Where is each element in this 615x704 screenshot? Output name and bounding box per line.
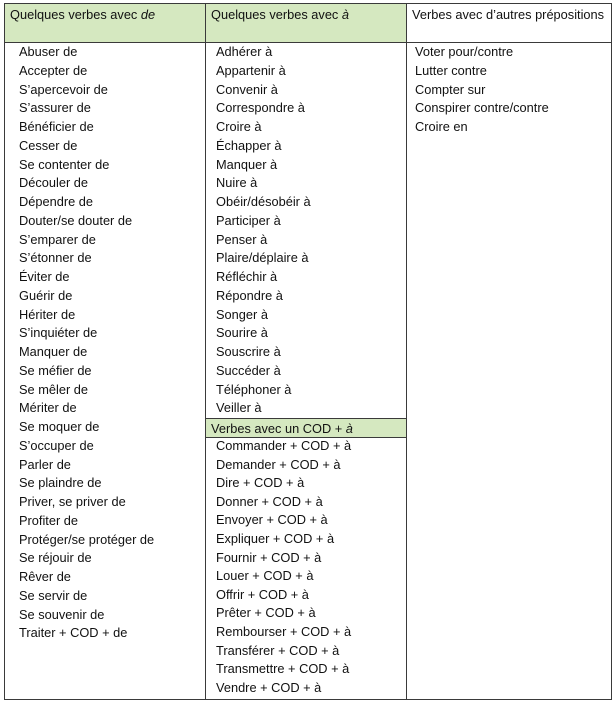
verb-item: Priver, se priver de [19, 494, 126, 509]
verb-item: Se souvenir de [19, 606, 105, 622]
header-emphasis: à [341, 7, 350, 22]
verb-item: Dire + COD + à [216, 475, 305, 491]
verb-item: Croire à [216, 119, 262, 134]
subheader-cod-a [206, 418, 406, 438]
verb-item: Correspondre à [216, 100, 305, 116]
verb-item: Penser à [216, 231, 268, 247]
verb-item: Prêter + COD + à [216, 605, 316, 621]
verb-item: Nuire à [216, 175, 258, 191]
verb-item: Se réjouir de [19, 550, 92, 566]
verb-item: Voter pour/contre [415, 44, 514, 59]
verb-item: Parler de [19, 456, 71, 472]
verb-item: Succéder à [216, 362, 281, 378]
verb-item: Profiter de [19, 512, 79, 528]
verb-item: Rembourser + COD + à [216, 623, 352, 639]
verb-item: Dépendre de [19, 194, 93, 209]
column-header-a [206, 4, 406, 43]
verb-item: Abuser de [19, 44, 78, 59]
verb-list-cod-a [206, 437, 406, 697]
verb-item: Traiter + COD + de [19, 625, 128, 641]
verb-item: Convenir à [216, 81, 278, 97]
verb-item: S’étonner de [19, 250, 92, 266]
verb-item: Demander + COD + à [216, 456, 341, 472]
header-text: Quelques verbes avec [211, 7, 342, 22]
verb-item: S’emparer de [19, 231, 96, 247]
verb-item: Découler de [19, 175, 89, 191]
verb-item: Commander + COD + à [216, 438, 352, 453]
verb-item: Donner + COD + à [216, 493, 323, 509]
verb-item: Expliquer + COD + à [216, 530, 335, 546]
verb-item: Appartenir à [216, 62, 286, 78]
verb-item: Se méfier de [19, 362, 92, 378]
verb-item: Participer à [216, 212, 281, 228]
verb-item: Veiller à [216, 400, 262, 416]
verb-list-de [5, 43, 205, 643]
verb-item: Répondre à [216, 287, 283, 303]
verb-item: Échapper à [216, 137, 282, 153]
verb-item: S’occuper de [19, 437, 94, 453]
subheader-text: Verbes avec un COD + [211, 421, 346, 436]
verb-item: Protéger/se protéger de [19, 531, 155, 547]
verb-item: Accepter de [19, 62, 88, 78]
verb-item: Croire en [415, 119, 468, 134]
verb-item: Se servir de [19, 587, 88, 603]
header-text: Quelques verbes avec [10, 7, 141, 22]
verb-item: Guérir de [19, 287, 73, 303]
verb-item: Réfléchir à [216, 269, 278, 284]
verb-item: Éviter de [19, 269, 70, 284]
verb-item: Hériter de [19, 306, 76, 322]
verb-item: Se plaindre de [19, 475, 102, 491]
verb-item: Envoyer + COD + à [216, 512, 328, 528]
verb-item: Sourire à [216, 325, 268, 341]
verb-item: Mériter de [19, 400, 77, 416]
verb-item: S’assurer de [19, 100, 91, 116]
verb-item: Vendre + COD + à [216, 679, 322, 695]
verb-item: Lutter contre [415, 62, 487, 78]
verb-item: Téléphoner à [216, 381, 292, 397]
verb-item: S’apercevoir de [19, 81, 108, 97]
column-de [5, 4, 206, 699]
verbs-table [4, 3, 612, 700]
verb-list-a [206, 43, 406, 418]
verb-item: Adhérer à [216, 44, 273, 59]
verb-item: Obéir/désobéir à [216, 194, 311, 209]
verb-item: Louer + COD + à [216, 568, 314, 584]
verb-item: Transférer + COD + à [216, 642, 340, 658]
column-other [407, 4, 611, 699]
verb-item: Transmettre + COD + à [216, 661, 350, 677]
verb-item: Manquer de [19, 344, 88, 359]
verb-item: Souscrire à [216, 344, 281, 359]
verb-item: Conspirer contre/contre [415, 100, 549, 116]
verb-item: Se contenter de [19, 156, 110, 172]
verb-item: Plaire/déplaire à [216, 250, 309, 266]
verb-item: Cesser de [19, 137, 78, 153]
verb-item: Rêver de [19, 569, 71, 584]
verb-item: Manquer à [216, 156, 278, 172]
column-header-de [5, 4, 205, 43]
verb-item: Songer à [216, 306, 268, 322]
verb-list-other [407, 43, 611, 137]
verb-item: Bénéficier de [19, 119, 94, 134]
column-a [206, 4, 407, 699]
verb-item: Se mêler de [19, 381, 88, 397]
verb-item: Offrir + COD + à [216, 586, 309, 602]
column-header-other: Verbes avec d’autres prépositions [407, 4, 611, 43]
header-emphasis: de [140, 7, 156, 22]
verb-item: Compter sur [415, 81, 486, 97]
verb-item: Douter/se douter de [19, 212, 133, 228]
verb-item: Se moquer de [19, 419, 100, 434]
verb-item: Fournir + COD + à [216, 549, 322, 565]
subheader-emphasis: à [345, 421, 353, 436]
verb-item: S’inquiéter de [19, 325, 98, 341]
